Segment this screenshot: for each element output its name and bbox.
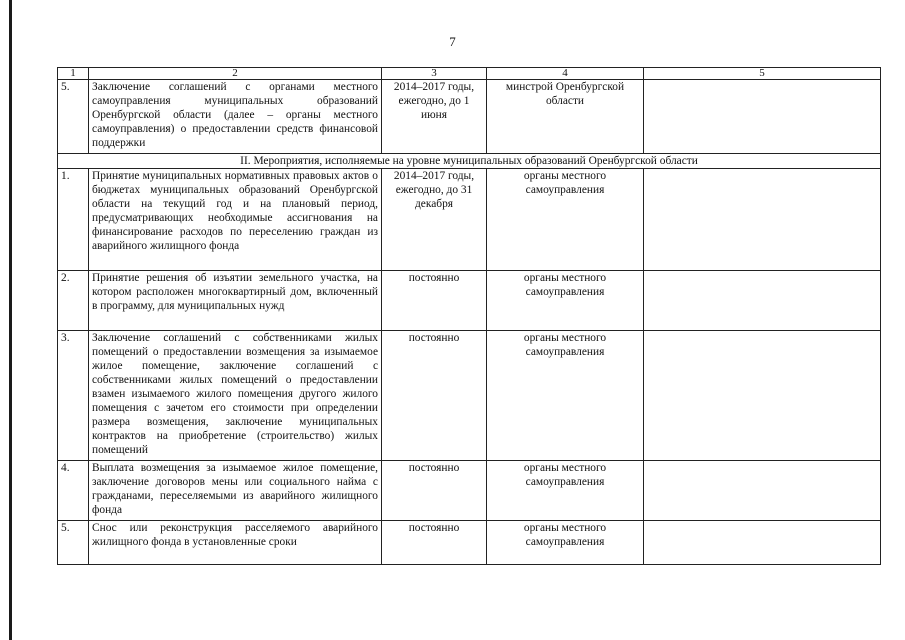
measure-text: Снос или реконструкция расселяемого аварийного жилищного фонда в установленные сроки [89,521,382,565]
note-cell [644,461,881,521]
column-number: 2 [89,68,382,80]
row-number: 1. [58,169,89,271]
responsible-cell: органы местного самоуправления [487,521,644,565]
responsible-cell: минстрой Оренбургской области [487,80,644,154]
note-cell [644,271,881,331]
table-row [58,271,881,331]
section-title: II. Мероприятия, исполняемые на уровне муниципальных образований Оренбургской области [58,154,881,169]
responsible-cell: органы местного самоуправления [487,331,644,461]
column-numbers-row [58,68,881,80]
row-number: 5. [58,521,89,565]
table-row [58,461,881,521]
note-cell [644,80,881,154]
note-cell [644,331,881,461]
measure-text: Принятие муниципальных нормативных правовых актов о бюджетах муниципальных образований Оренбургской области на текущий год и на плановый период, предусматривающих необходимые ассигнования на финансирование расходов по переселению граждан из аварийного жилищного фонда [89,169,382,271]
measure-text: Принятие решения об изъятии земельного участка, на котором расположен многоквартирный дом, включенный в программу, для муниципальных нужд [89,271,382,331]
section-title-row [58,154,881,169]
page-number: 7 [449,34,456,49]
column-number: 3 [382,68,487,80]
row-number: 2. [58,271,89,331]
measure-text: Заключение соглашений с собственниками жилых помещений о предоставлении возмещения за изымаемое жилое помещение, заключение соглашений с собственниками жилых помещений о предоставлении взамен изымаемого жилого помещения другого жилого помещения с зачетом его стоимости при определении размера возмещения, заключение муниципальных контрактов на приобретение (строительство) жилых помещений [89,331,382,461]
measure-text: Выплата возмещения за изымаемое жилое помещение, заключение договоров мены или социального найма с гражданами, переселяемыми из аварийного жилищного фонда [89,461,382,521]
row-number: 4. [58,461,89,521]
note-cell [644,521,881,565]
table-row [58,331,881,461]
row-number: 5. [58,80,89,154]
column-number: 4 [487,68,644,80]
responsible-cell: органы местного самоуправления [487,461,644,521]
term-cell: постоянно [382,271,487,331]
measures-table [57,67,881,565]
responsible-cell: органы местного самоуправления [487,271,644,331]
term-cell: постоянно [382,521,487,565]
measure-text: Заключение соглашений с органами местного самоуправления муниципальных образований Оренбургской области (далее – органы местного самоуправления) о предоставлении средств финансовой поддержки [89,80,382,154]
row-number: 3. [58,331,89,461]
table-row [58,169,881,271]
table-row [58,80,881,154]
table-row [58,521,881,565]
note-cell [644,169,881,271]
term-cell: 2014–2017 годы, ежегодно, до 1 июня [382,80,487,154]
term-cell: 2014–2017 годы, ежегодно, до 31 декабря [382,169,487,271]
scan-edge-bar [9,0,12,640]
term-cell: постоянно [382,461,487,521]
column-number: 1 [58,68,89,80]
responsible-cell: органы местного самоуправления [487,169,644,271]
term-cell: постоянно [382,331,487,461]
column-number: 5 [644,68,881,80]
